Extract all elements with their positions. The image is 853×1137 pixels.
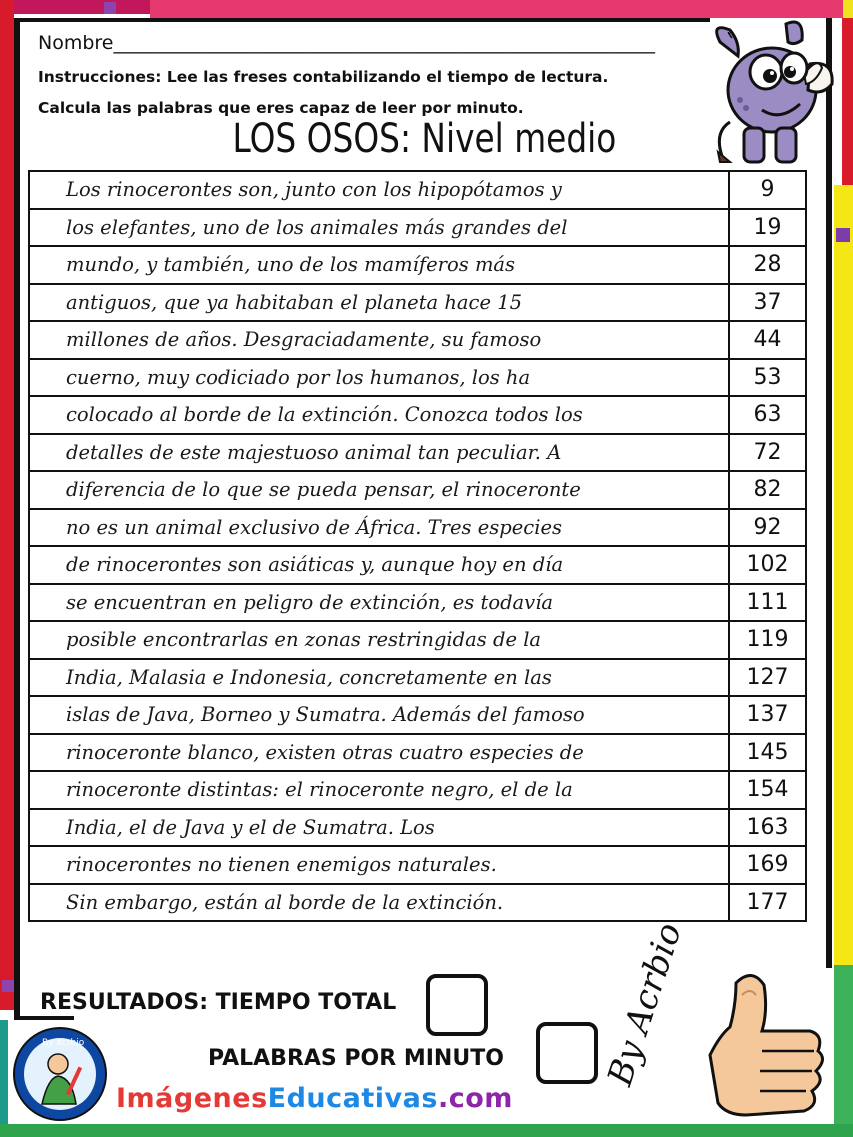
reading-line: no es un animal exclusivo de África. Tres especies xyxy=(29,509,729,547)
website-link[interactable] xyxy=(116,1083,513,1114)
frame-right-top xyxy=(842,18,853,188)
word-count: 102 xyxy=(729,546,806,584)
reading-line: India, Malasia e Indonesia, concretamente en las xyxy=(29,659,729,697)
instructions-line-2: Calcula las palabras que eres capaz de leer por minuto. xyxy=(38,99,524,117)
reading-line: antiguos, que ya habitaban el planeta hace 15 xyxy=(29,284,729,322)
table-row xyxy=(29,246,806,284)
word-count: 154 xyxy=(729,771,806,809)
frame-top-right xyxy=(843,0,853,18)
word-count: 145 xyxy=(729,734,806,772)
table-row xyxy=(29,396,806,434)
table-row xyxy=(29,734,806,772)
table-row xyxy=(29,696,806,734)
word-count: 137 xyxy=(729,696,806,734)
table-row xyxy=(29,846,806,884)
word-count: 169 xyxy=(729,846,806,884)
reading-line: diferencia de lo que se pueda pensar, el rinoceronte xyxy=(29,471,729,509)
frame-inner-top xyxy=(20,18,710,22)
frame-left xyxy=(0,0,14,1010)
word-count: 127 xyxy=(729,659,806,697)
table-row xyxy=(29,809,806,847)
reading-line: India, el de Java y el de Sumatra. Los xyxy=(29,809,729,847)
name-field-line[interactable]: Nombre_________________________________________________________ xyxy=(38,32,655,54)
reading-line: cuerno, muy codiciado por los humanos, los ha xyxy=(29,359,729,397)
instructions-line-1: Instrucciones: Lee las freses contabilizando el tiempo de lectura. xyxy=(38,68,609,86)
reading-line: posible encontrarlas en zonas restringidas de la xyxy=(29,621,729,659)
frame-inner-left xyxy=(14,18,20,1018)
word-count: 63 xyxy=(729,396,806,434)
reading-line: detalles de este majestuoso animal tan peculiar. A xyxy=(29,434,729,472)
table-row xyxy=(29,471,806,509)
word-count: 92 xyxy=(729,509,806,547)
table-row xyxy=(29,284,806,322)
reading-line: rinocerontes no tienen enemigos naturales. xyxy=(29,846,729,884)
table-row xyxy=(29,509,806,547)
website-part: .com xyxy=(437,1083,513,1114)
word-count: 9 xyxy=(729,171,806,209)
word-count: 53 xyxy=(729,359,806,397)
reading-line: Los rinocerontes son, junto con los hipopótamos y xyxy=(29,171,729,209)
website-part: Imágenes xyxy=(116,1083,268,1114)
words-per-minute-box[interactable] xyxy=(536,1022,598,1084)
reading-line: Sin embargo, están al borde de la extinción. xyxy=(29,884,729,922)
table-row xyxy=(29,321,806,359)
frame-inner-bottom xyxy=(14,1016,74,1020)
table-row xyxy=(29,546,806,584)
reading-line: se encuentran en peligro de extinción, es todavía xyxy=(29,584,729,622)
words-per-minute-label: PALABRAS POR MINUTO xyxy=(208,1046,504,1071)
total-time-box[interactable] xyxy=(426,974,488,1036)
table-row xyxy=(29,884,806,922)
rhino-icon xyxy=(700,12,840,170)
website-part: Educativas xyxy=(267,1083,438,1114)
table-row xyxy=(29,621,806,659)
table-row xyxy=(29,434,806,472)
frame-accent-square xyxy=(2,980,14,992)
total-time-label: RESULTADOS: TIEMPO TOTAL xyxy=(40,990,397,1015)
word-count: 119 xyxy=(729,621,806,659)
reading-table xyxy=(28,170,807,922)
frame-accent-square xyxy=(104,2,116,14)
reading-line: los elefantes, uno de los animales más grandes del xyxy=(29,209,729,247)
page-title: LOS OSOS: Nivel medio xyxy=(232,116,617,162)
frame-right xyxy=(834,185,853,965)
word-count: 37 xyxy=(729,284,806,322)
reading-line: mundo, y también, uno de los mamíferos más xyxy=(29,246,729,284)
table-row xyxy=(29,584,806,622)
frame-bottom-left xyxy=(0,1020,8,1124)
thumbs-up-icon xyxy=(690,965,830,1125)
word-count: 19 xyxy=(729,209,806,247)
frame-bottom xyxy=(0,1124,853,1137)
reading-line: de rinocerontes son asiáticas y, aunque hoy en día xyxy=(29,546,729,584)
frame-top-left xyxy=(0,0,150,14)
reading-line: colocado al borde de la extinción. Conozca todos los xyxy=(29,396,729,434)
word-count: 177 xyxy=(729,884,806,922)
word-count: 28 xyxy=(729,246,806,284)
table-row xyxy=(29,359,806,397)
frame-accent-square xyxy=(836,228,850,242)
frame-right-bottom xyxy=(834,965,853,1137)
badge-label: By acrbio xyxy=(42,1038,85,1048)
reading-line: millones de años. Desgraciadamente, su famoso xyxy=(29,321,729,359)
word-count: 82 xyxy=(729,471,806,509)
word-count: 163 xyxy=(729,809,806,847)
word-count: 111 xyxy=(729,584,806,622)
table-row xyxy=(29,771,806,809)
table-row xyxy=(29,171,806,209)
word-count: 72 xyxy=(729,434,806,472)
table-row xyxy=(29,209,806,247)
reading-line: rinoceronte blanco, existen otras cuatro especies de xyxy=(29,734,729,772)
word-count: 44 xyxy=(729,321,806,359)
author-signature: By Acrbio xyxy=(600,918,690,1091)
reading-line: islas de Java, Borneo y Sumatra. Además del famoso xyxy=(29,696,729,734)
table-row xyxy=(29,659,806,697)
reading-line: rinoceronte distintas: el rinoceronte negro, el de la xyxy=(29,771,729,809)
